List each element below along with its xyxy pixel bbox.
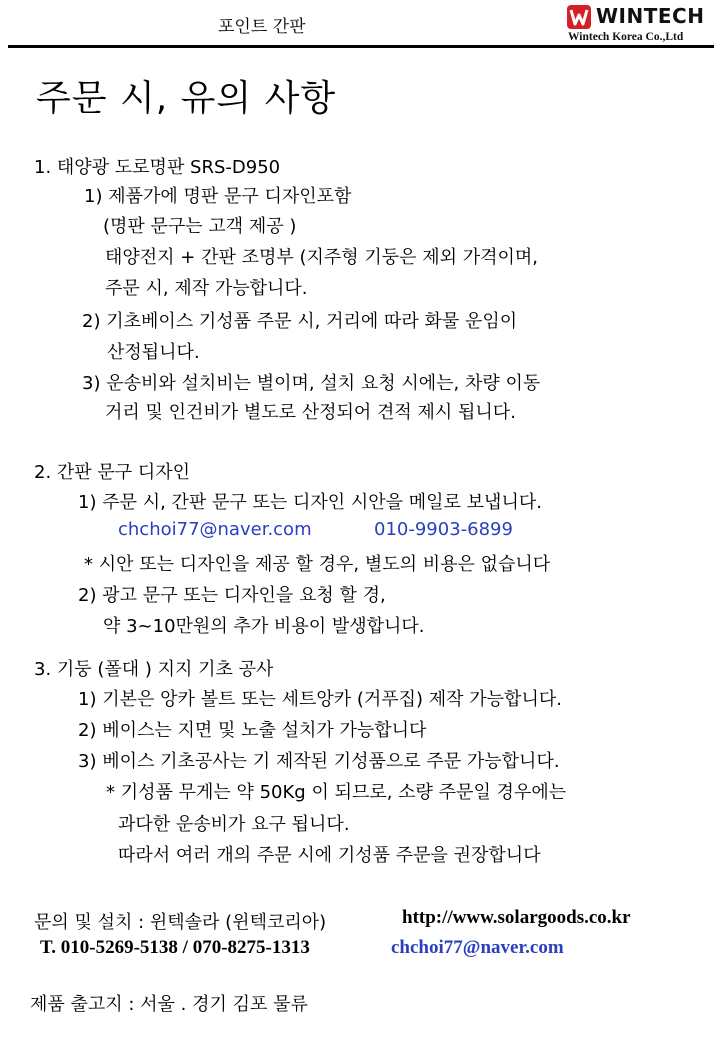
section-1-line: 주문 시, 제작 가능합니다.	[105, 278, 308, 299]
section-1-line: 산정됩니다.	[107, 342, 200, 363]
shipping-location: 제품 출고지 : 서울 . 경기 김포 물류	[30, 994, 308, 1015]
section-2-line: 2) 광고 문구 또는 디자인을 요청 할 경,	[78, 585, 386, 606]
section-2-heading: 2. 간판 문구 디자인	[34, 462, 191, 483]
wintech-logo-icon	[566, 4, 592, 30]
section-3-line: * 기성품 무게는 약 50Kg 이 되므로, 소량 주문일 경우에는	[106, 782, 567, 803]
header-title: 포인트 간판	[218, 17, 306, 37]
section-1-line: 3) 운송비와 설치비는 별이며, 설치 요청 시에는, 차량 이동	[82, 373, 541, 394]
section-2-line: 약 3~10만원의 추가 비용이 발생합니다.	[103, 616, 425, 637]
telephone-numbers: T. 010-5269-5138 / 070-8275-1313	[40, 937, 310, 958]
section-1-line: 1) 제품가에 명판 문구 디자인포함	[84, 186, 352, 207]
section-3-line: 2) 베이스는 지면 및 노출 설치가 가능합니다	[78, 720, 427, 741]
section-3-heading: 3. 기둥 (폴대 ) 지지 기초 공사	[34, 659, 274, 680]
section-1-line: 2) 기초베이스 기성품 주문 시, 거리에 따라 화물 운임이	[82, 311, 518, 332]
section-1-line: 태양전지 + 간판 조명부 (지주형 기둥은 제외 가격이며,	[105, 247, 539, 268]
contact-phone: 010-9903-6899	[374, 519, 513, 540]
wintech-logo	[566, 4, 716, 46]
section-1-heading: 1. 태양광 도로명판 SRS-D950	[34, 157, 281, 178]
section-1-line: 거리 및 인건비가 별도로 산정되어 견적 제시 됩니다.	[105, 402, 516, 423]
contact-label: 문의 및 설치 : 윈텍솔라 (윈텍코리아)	[34, 912, 327, 933]
section-1-line: (명판 문구는 고객 제공 )	[103, 216, 297, 237]
section-3-line: 과다한 운송비가 요구 됩니다.	[118, 814, 350, 835]
contact-email-link[interactable]: chchoi77@naver.com	[118, 519, 312, 540]
section-3-line: 3) 베이스 기초공사는 기 제작된 기성품으로 주문 가능합니다.	[78, 751, 560, 772]
logo-subtitle: Wintech Korea Co.,Ltd	[568, 31, 684, 43]
header-divider	[8, 45, 714, 48]
website-link[interactable]: http://www.solargoods.co.kr	[402, 907, 631, 928]
page-title: 주문 시, 유의 사항	[36, 78, 337, 119]
section-3-line: 따라서 여러 개의 주문 시에 기성품 주문을 권장합니다	[118, 845, 541, 866]
section-2-line: 1) 주문 시, 간판 문구 또는 디자인 시안을 메일로 보냅니다.	[78, 492, 542, 513]
section-3-line: 1) 기본은 앙카 볼트 또는 세트앙카 (거푸집) 제작 가능합니다.	[78, 689, 562, 710]
footer-email-link[interactable]: chchoi77@naver.com	[391, 937, 564, 958]
logo-text: WINTECH	[596, 4, 705, 28]
section-2-line: * 시안 또는 디자인을 제공 할 경우, 별도의 비용은 없습니다	[84, 554, 551, 575]
